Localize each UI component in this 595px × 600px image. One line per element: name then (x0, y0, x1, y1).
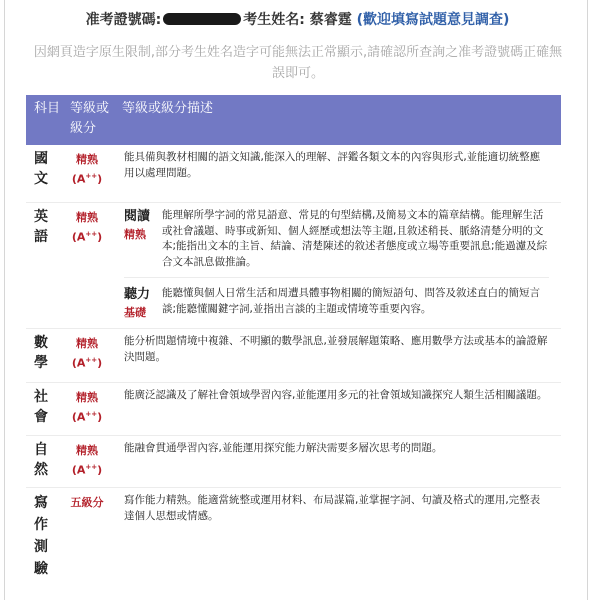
grade-word: 精熟 (76, 153, 98, 166)
subject-cell: 國 文 (34, 151, 48, 187)
page-border-right (587, 0, 588, 600)
subject-cell: 社 會 (34, 389, 48, 425)
grade-word: 五級分 (70, 496, 104, 509)
grade-table (26, 95, 561, 598)
subject-cell: 數 學 (34, 335, 48, 371)
sub-item-description: 能聽懂與個人日常生活和周遭具體事物相關的簡短語句、問答及敘述直白的簡短言談;能聽懂關鍵字詞,並指出言談的主題或情境等重要內容。 (162, 287, 540, 315)
sub-item-name: 閱讀 (124, 209, 151, 224)
grade-level: (A++) (71, 356, 103, 370)
description-cell (114, 203, 561, 328)
column-header-description: 等級或級分描述 (122, 101, 214, 116)
table-row (26, 145, 561, 203)
grade-word: 精熟 (76, 444, 98, 457)
grade-word: 精熟 (76, 337, 98, 350)
table-header (26, 95, 561, 145)
font-notice: 因網頁造字原生限制,部分考生姓名造字可能無法正常顯示,請確認所查詢之准考證號碼正確無誤即可。 (33, 45, 563, 81)
student-name-label: 考生姓名: (243, 12, 305, 28)
survey-link[interactable]: (歡迎填寫試題意見調查) (356, 12, 510, 28)
column-header-subject: 科目 (34, 101, 61, 116)
grade-cell (60, 203, 114, 328)
grade-word: 精熟 (76, 211, 98, 224)
column-header-grade: 等級或級分 (70, 101, 110, 136)
grade-cell (60, 145, 114, 202)
grade-level: (A++) (71, 172, 103, 186)
grade-word: 精熟 (76, 391, 98, 404)
student-name: 蔡睿霆 (309, 12, 352, 28)
grade-level: (A++) (71, 410, 103, 424)
table-row (26, 383, 561, 436)
sub-item-grade: 精熟 (124, 228, 146, 241)
description-cell: 能融會貫通學習內容,並能運用探究能力解決需要多層次思考的問題。 (124, 442, 443, 454)
sub-item-description: 能理解所學字詞的常見語意、常見的句型結構,及簡易文本的篇章結構。能理解生活或社會議題、時事或新知、個人經歷或想法等主題,且敘述稍長、脈絡清楚分明的文本;能指出文本的主旨、結論、清楚陳述的敘述者態度或立場等重要訊息;能過濾及綜合文本訊息做推論。 (162, 209, 548, 268)
redacted-admission-number (163, 13, 241, 25)
table-row (26, 329, 561, 383)
sub-item-name: 聽力 (124, 287, 151, 302)
sub-item-listening (124, 277, 549, 321)
description-cell: 寫作能力精熟。能適當統整或運用材料、布局謀篇,並掌握字詞、句讀及格式的運用,完整表達個人思想或情感。 (124, 494, 541, 522)
description-cell: 能分析問題情境中複雜、不明顯的數學訊息,並發展解題策略、應用數學方法或基本的論證解決問題。 (124, 335, 548, 363)
subject-cell: 寫 作 測 驗 (34, 495, 48, 577)
page-border-left (4, 0, 5, 600)
description-cell: 能廣泛認識及了解社會領域學習內容,並能運用多元的社會領域知識探究人類生活相關議題。 (124, 389, 548, 401)
admission-number-label: 准考證號碼: (85, 12, 162, 28)
result-header (0, 9, 595, 29)
grade-cell (60, 488, 114, 598)
sub-item-reading (124, 205, 549, 277)
grade-cell (60, 329, 114, 382)
table-row (26, 436, 561, 488)
sub-item-grade: 基礎 (124, 306, 146, 319)
subject-cell: 自 然 (34, 442, 48, 478)
grade-cell (60, 383, 114, 435)
table-row (26, 203, 561, 329)
subject-cell: 英 語 (34, 209, 48, 245)
description-cell: 能具備與教材相關的語文知識,能深入的理解、評鑑各類文本的內容與形式,並能適切統整應用以處理問題。 (124, 151, 541, 179)
grade-level: (A++) (71, 463, 103, 477)
grade-level: (A++) (71, 230, 103, 244)
grade-cell (60, 436, 114, 487)
table-row (26, 488, 561, 598)
